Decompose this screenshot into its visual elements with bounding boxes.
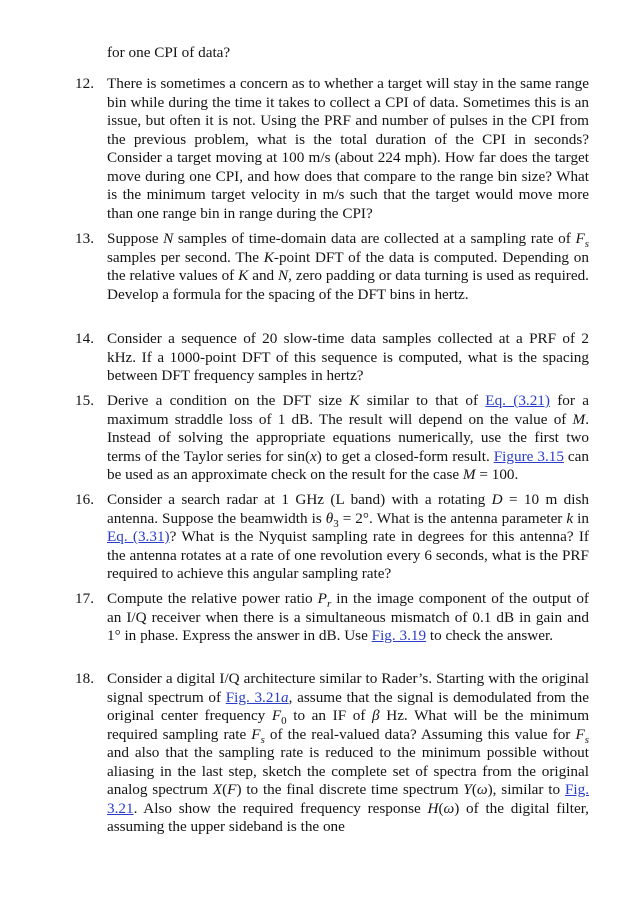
- math-var: D: [491, 491, 503, 508]
- math-var: F: [251, 725, 261, 743]
- problem-number: 14.: [75, 330, 94, 347]
- math-var: ω: [443, 799, 455, 817]
- math-var: Y: [463, 781, 472, 799]
- figure-link[interactable]: Fig. 3.19: [371, 627, 427, 645]
- text-run: similar to that of: [359, 392, 486, 409]
- text-run: (: [438, 799, 444, 817]
- text-run: (: [222, 781, 228, 799]
- equation-link[interactable]: Eq. (3.31): [107, 528, 170, 546]
- text-run: samples per second. The: [107, 248, 264, 266]
- text-run: ) to get a closed-form result.: [316, 447, 494, 465]
- text-run: , assume that the signal is demodulated from the original center frequency: [107, 688, 589, 725]
- math-var: β: [372, 707, 380, 725]
- problem-number: 18.: [75, 670, 94, 687]
- math-var: N: [278, 267, 289, 285]
- math-var: F: [227, 781, 237, 799]
- math-var: K: [238, 267, 249, 285]
- problem-15: [75, 392, 590, 485]
- text-run: (: [471, 781, 477, 799]
- math-var: N: [163, 230, 174, 247]
- figure-link[interactable]: Fig. 3.21: [107, 781, 589, 817]
- math-var: F: [271, 707, 282, 725]
- text-run: samples of time-domain data are collected at a sampling rate of: [173, 230, 576, 247]
- text-run: . Also show the required frequency response: [133, 799, 428, 817]
- text-run: Derive a condition on the DFT size: [107, 392, 350, 409]
- text-run: , zero padding or data turning is used as required. Develop a formula for the spacing of the DFT bins in hertz.: [107, 267, 589, 303]
- problem-16: [75, 491, 589, 584]
- text-run: ) to the final discrete time spectrum: [236, 781, 464, 799]
- text-run: for a maximum straddle loss of 1 dB. The result will depend on the value of: [107, 392, 589, 428]
- link-text-italic: a: [281, 688, 289, 706]
- text-run: to check the answer.: [426, 627, 554, 645]
- math-var: P: [317, 590, 327, 607]
- text-run: Consider a search radar at 1 GHz (L band) with a rotating: [107, 491, 492, 508]
- math-var: H: [427, 799, 439, 817]
- text-run: ), similar to: [487, 781, 565, 799]
- text-run: and: [248, 267, 279, 285]
- problem-number: 17.: [75, 590, 94, 607]
- math-subscript: s: [260, 733, 265, 746]
- problem-18: [75, 670, 590, 837]
- continued-text: for one CPI of data?: [107, 44, 231, 61]
- text-run: = 100.: [475, 466, 519, 484]
- math-var: M: [462, 466, 476, 484]
- problem-number: 15.: [75, 392, 94, 409]
- text-run: Suppose: [107, 230, 164, 247]
- math-var: K: [349, 392, 360, 409]
- math-var: F: [575, 725, 585, 743]
- figure-link[interactable]: [226, 689, 289, 706]
- math-var: x: [310, 447, 317, 465]
- math-subscript: s: [584, 733, 589, 746]
- text-run: = 2°. What is the antenna parameter: [338, 509, 567, 527]
- problem-text: There is sometimes a concern as to whether a target will stay in the same range bin while during the time it takes to collect a CPI of data. Sometimes this is an issue, but often it is not. Using the PRF and number of pulses in the CPI from the previous problem, what is the total duration of the CPI in seconds? Consider a target moving at 100 m/s (about 224 mph). How far does the target move during one CPI, and how does that compare to the range bin size? What is the minimum target velocity in m/s such that the target would move more than one range bin in range during the CPI?: [107, 75, 589, 222]
- text-run: ) of the digital filter, assuming the upper sideband is the one: [107, 799, 589, 836]
- problem-13: [75, 230, 589, 304]
- math-var: X: [212, 781, 223, 799]
- text-run: and also that the sampling rate is reduced to the minimum possible without aliasing in the last step, sketch the complete set of spectra from the original analog spectrum: [107, 744, 589, 799]
- text-run: Hz. What will be the minimum required sampling rate: [107, 707, 590, 743]
- equation-link[interactable]: Eq. (3.21): [485, 392, 550, 409]
- math-var: k: [566, 509, 574, 527]
- text-run: Consider a digital I/Q architecture similar to Rader’s. Starting with the original signal spectrum of: [107, 670, 589, 706]
- text-run: . Instead of solving the appropriate equations numerically, use the first two terms of the Taylor series for sin(: [107, 410, 589, 465]
- text-run: = 10 m dish antenna. Suppose the beamwidth is: [107, 491, 589, 527]
- text-run: ? What is the Nyquist sampling rate in degrees for this antenna? If the antenna rotates at a rate of one revolution every 6 seconds, what is the PRF required to achieve this angular sampling rate?: [107, 528, 589, 583]
- problem-number: 12.: [75, 75, 94, 92]
- math-subscript: r: [326, 597, 332, 610]
- text-run: to an IF of: [286, 707, 373, 725]
- link-text: Fig. 3.21: [225, 688, 282, 706]
- problem-number: 16.: [75, 491, 94, 508]
- math-var: ω: [476, 781, 488, 799]
- text-run: Compute the relative power ratio: [107, 590, 318, 607]
- problem-14: [75, 330, 589, 386]
- text-run: can be used as an approximate check on the result for the case: [107, 447, 590, 484]
- text-run: in: [573, 509, 589, 527]
- math-var: M: [572, 410, 586, 428]
- problem-number: 13.: [75, 230, 94, 247]
- problem-17: [75, 590, 589, 646]
- text-run: of the real-valued data? Assuming this value for: [264, 725, 576, 743]
- math-var: θ: [325, 509, 334, 527]
- math-var: F: [575, 230, 585, 247]
- text-run: in the image component of the output of an I/Q receiver when there is a simultaneous mismatch of 0.1 dB in gain and 1° in phase. Express the answer in dB. Use: [107, 590, 589, 645]
- problem-12: [75, 75, 589, 223]
- text-run: -point DFT of the data is computed. Depending on the relative values of: [107, 248, 589, 285]
- math-subscript: 3: [333, 517, 339, 530]
- figure-link[interactable]: Figure 3.15: [493, 447, 564, 465]
- math-subscript: s: [584, 237, 589, 250]
- math-subscript: 0: [281, 714, 287, 727]
- math-var: K: [263, 248, 274, 266]
- problem-text: Consider a sequence of 20 slow-time data samples collected at a PRF of 2 kHz. If a 1000-point DFT of this sequence is computed, what is the spacing between DFT frequency samples in hertz?: [107, 330, 589, 385]
